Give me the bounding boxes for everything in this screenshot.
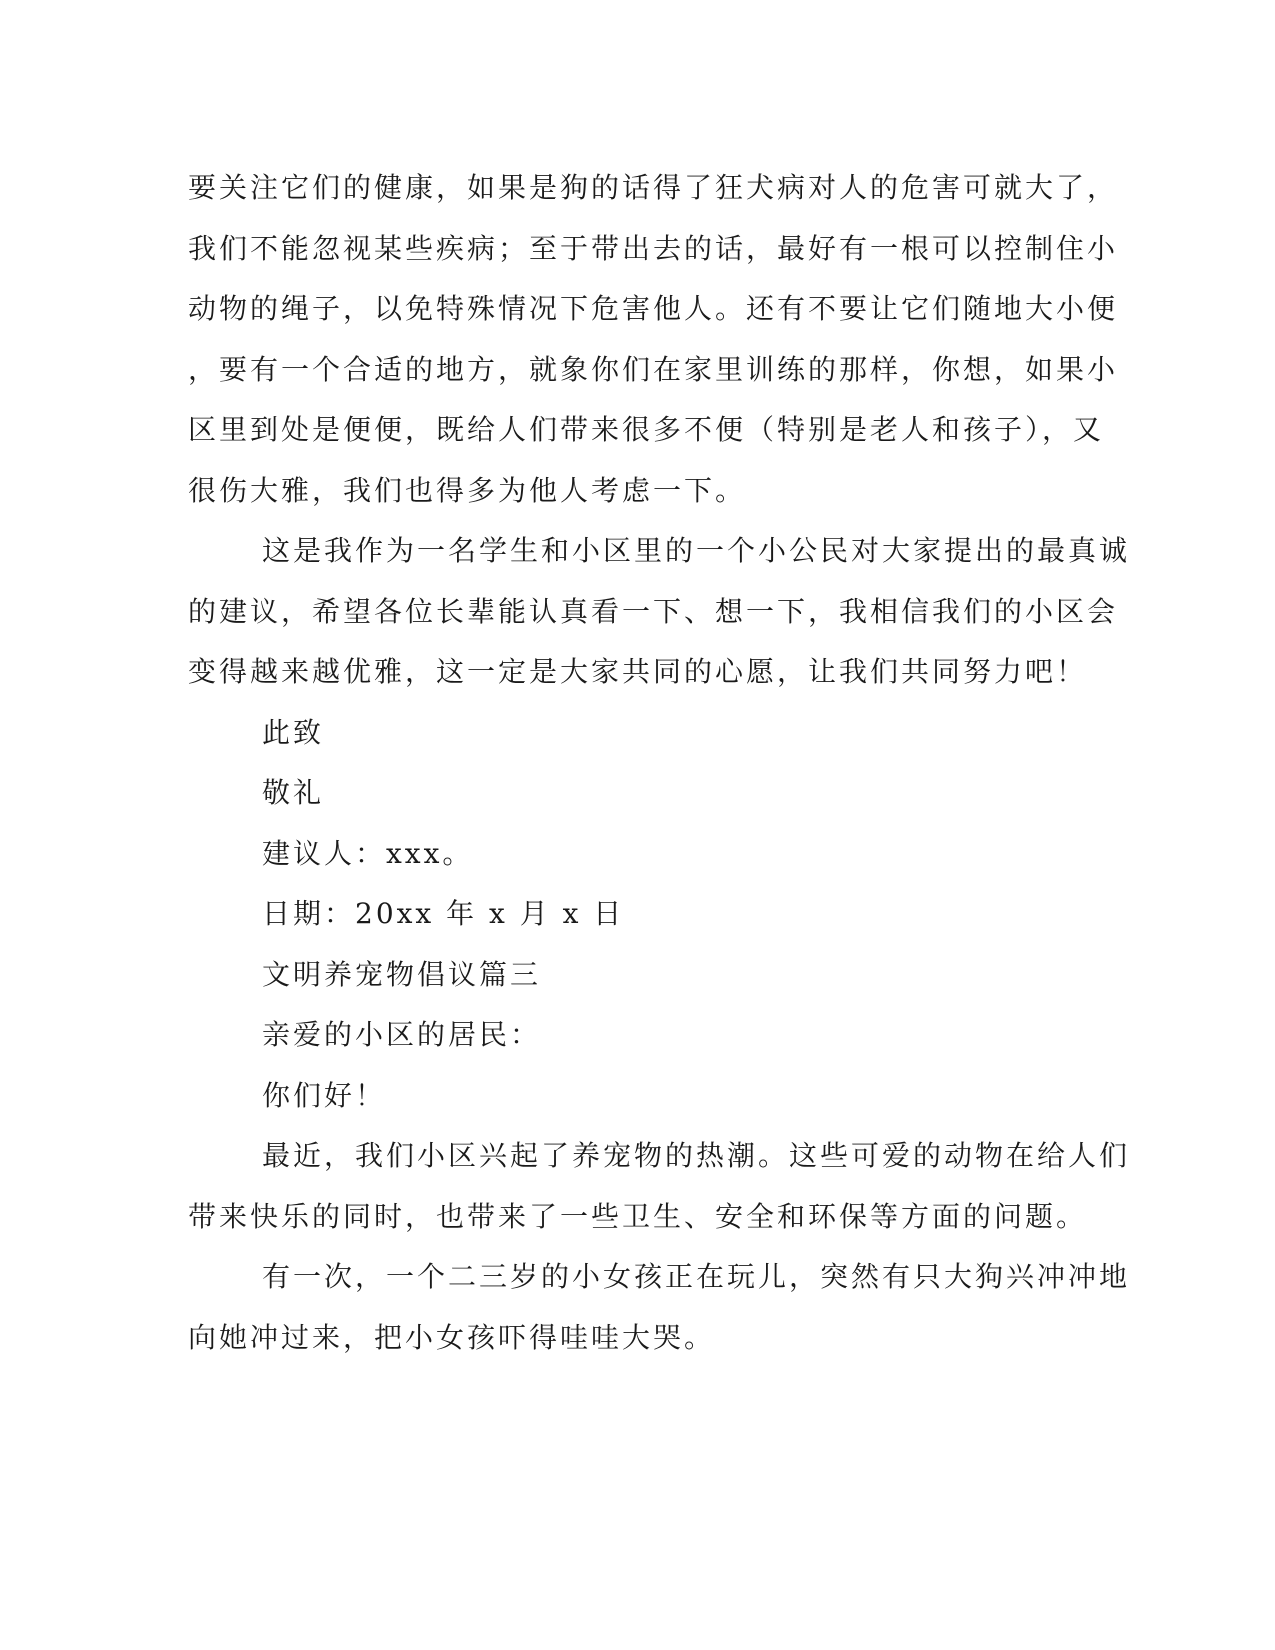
- text-line: 动物的绳子，以免特殊情况下危害他人。还有不要让它们随地大小便: [188, 292, 1119, 325]
- text-line: 我们不能忽视某些疾病；至于带出去的话，最好有一根可以控制住小: [188, 231, 1119, 265]
- proposer-signature: 建议人：xxx。: [262, 836, 474, 870]
- text-line: 向她冲过来，把小女孩吓得哇哇大哭。: [188, 1320, 716, 1354]
- document-body: [188, 158, 1131, 1368]
- text-line: 要关注它们的健康，如果是狗的话得了狂犬病对人的危害可就大了，: [188, 171, 1119, 204]
- paragraph-start-line: 这是我作为一名学生和小区里的一个小公民对大家提出的最真诚: [262, 534, 1131, 567]
- section-title: 文明养宠物倡议篇三: [262, 957, 542, 991]
- text-line: 变得越来越优雅，这一定是大家共同的心愿，让我们共同努力吧！: [188, 655, 1088, 688]
- letter-hello: 你们好！: [262, 1078, 387, 1112]
- text-line: 很伤大雅，我们也得多为他人考虑一下。: [188, 473, 747, 507]
- closing-salutation: 此致: [262, 715, 325, 749]
- paragraph-start-line: 有一次，一个二三岁的小女孩正在玩儿，突然有只大狗兴冲冲地: [262, 1260, 1131, 1293]
- paragraph-start-line: 最近，我们小区兴起了养宠物的热潮。这些可爱的动物在给人们: [262, 1139, 1131, 1172]
- date-line: 日期：20xx 年 x 月 x 日: [262, 897, 625, 930]
- text-line: ，要有一个合适的地方，就象你们在家里训练的那样，你想，如果小: [188, 352, 1119, 386]
- text-line: 区里到处是便便，既给人们带来很多不便（特别是老人和孩子），又: [188, 413, 1105, 446]
- letter-greeting: 亲爱的小区的居民：: [262, 1018, 542, 1051]
- text-line: 带来快乐的同时，也带来了一些卫生、安全和环保等方面的问题。: [188, 1199, 1088, 1233]
- text-line: 的建议，希望各位长辈能认真看一下、想一下，我相信我们的小区会: [188, 594, 1119, 628]
- closing-regards: 敬礼: [262, 776, 325, 809]
